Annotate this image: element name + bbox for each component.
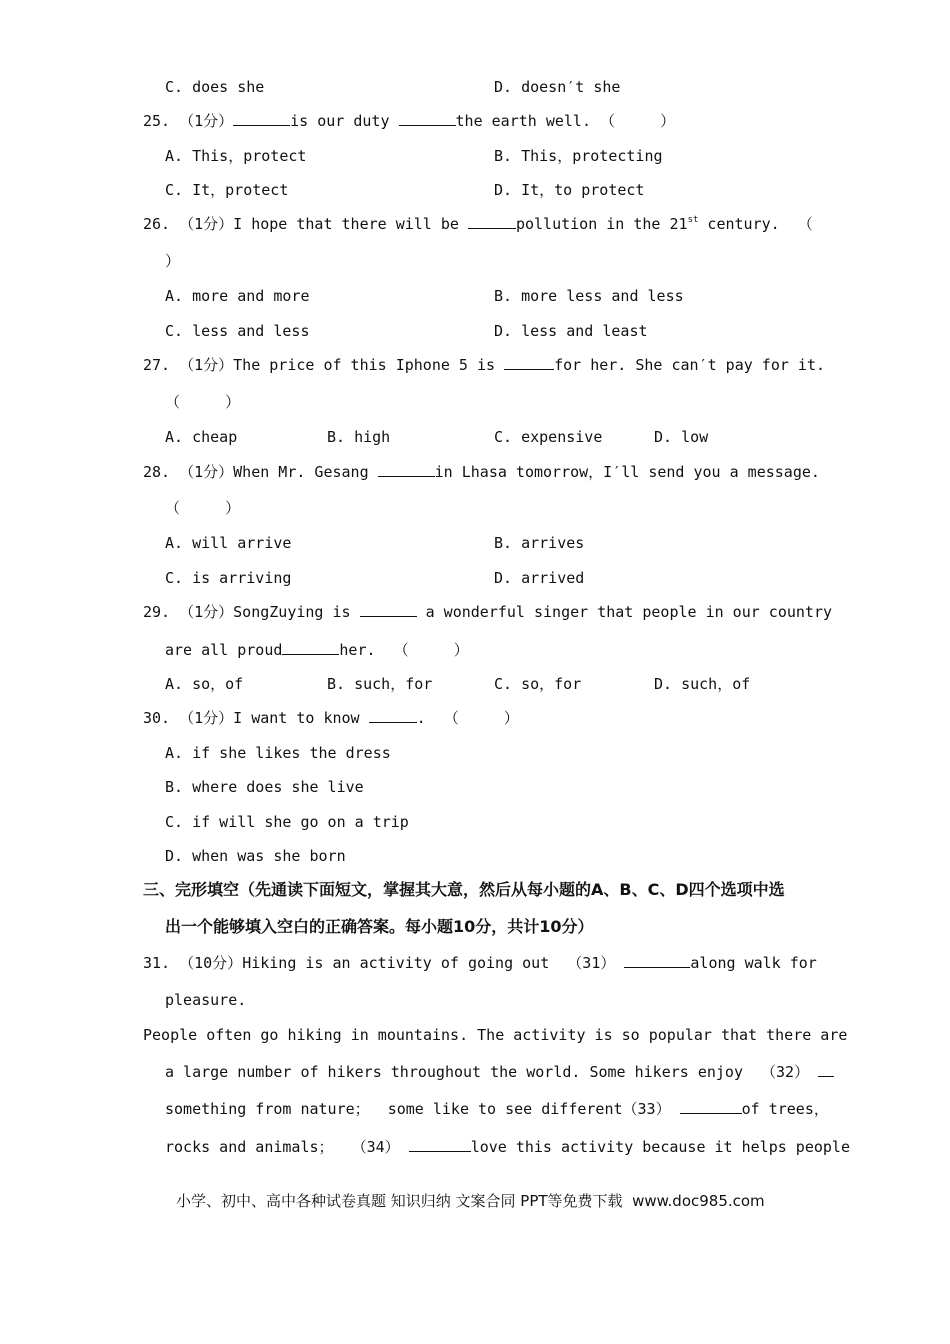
passage-line: pleasure. xyxy=(165,991,247,1009)
score-label: （1分） xyxy=(179,709,234,727)
score-label: （1分） xyxy=(179,603,234,621)
question-30 xyxy=(143,708,519,728)
answer-bracket: （ ） xyxy=(165,499,241,517)
passage-line xyxy=(165,1137,850,1157)
question-text: for her. She can′t pay for it. xyxy=(554,356,826,374)
answer-blank-34 xyxy=(409,1137,471,1152)
question-text: SongZuying is xyxy=(233,603,360,621)
answer-blank xyxy=(378,462,435,477)
score-label: （1分） xyxy=(179,112,234,130)
q25-option-d: D. It，to protect xyxy=(494,181,645,199)
passage-text: along walk for xyxy=(690,954,817,972)
score-label: （10分） xyxy=(179,954,243,972)
answer-blank xyxy=(504,355,554,370)
question-number: 25. xyxy=(143,112,171,130)
passage-text: Hiking is an activity of going out （31） xyxy=(242,954,616,972)
q27-option-a: A. cheap xyxy=(165,428,238,446)
answer-blank-33 xyxy=(680,1099,742,1114)
answer-blank xyxy=(282,640,339,655)
question-28 xyxy=(143,462,820,482)
q30-option-a: A. if she likes the dress xyxy=(165,744,391,762)
page-footer: 小学、初中、高中各种试卷真题 知识归纳 文案合同 PPT等免费下载 www.doc985.com xyxy=(176,1192,765,1210)
q26-option-b: B. more less and less xyxy=(494,287,684,305)
score-label: （1分） xyxy=(179,463,234,481)
answer-blank xyxy=(468,214,516,229)
passage-text: a large number of hikers throughout the world. Some hikers enjoy （32） xyxy=(165,1063,810,1081)
answer-blank-32 xyxy=(818,1062,834,1077)
q27-option-b: B. high xyxy=(327,428,391,446)
q29-option-b: B. such，for xyxy=(327,675,433,693)
section-heading: 三、完形填空（先通读下面短文，掌握其大意，然后从每小题的A、B、C、D四个选项中选 xyxy=(143,880,785,899)
question-text: The price of this Iphone 5 is xyxy=(233,356,505,374)
answer-blank xyxy=(360,602,417,617)
question-number: 31. xyxy=(143,954,171,972)
question-29-line-2 xyxy=(165,640,469,660)
score-label: （1分） xyxy=(179,215,234,233)
q28-option-a: A. will arrive xyxy=(165,534,292,552)
question-text: in Lhasa tomorrow，I′ll send you a message. xyxy=(434,463,820,481)
question-25 xyxy=(143,111,675,131)
passage-line xyxy=(165,1099,829,1119)
answer-blank-31 xyxy=(624,953,690,968)
answer-blank xyxy=(399,111,456,126)
answer-blank xyxy=(369,708,417,723)
q24-option-c: C. does she xyxy=(165,78,265,96)
question-text: I hope that there will be xyxy=(233,215,468,233)
passage-text: something from nature； some like to see different（33） xyxy=(165,1100,671,1118)
q28-option-d: D. arrived xyxy=(494,569,585,587)
question-number: 29. xyxy=(143,603,171,621)
answer-blank xyxy=(233,111,290,126)
score-label: （1分） xyxy=(179,356,234,374)
question-text: a wonderful singer that people in our country xyxy=(416,603,833,621)
q30-option-c: C. if will she go on a trip xyxy=(165,813,409,831)
q30-option-d: D. when was she born xyxy=(165,847,346,865)
q26-option-c: C. less and less xyxy=(165,322,310,340)
question-text: her. （ ） xyxy=(339,641,469,659)
question-31 xyxy=(143,953,817,973)
q26-option-d: D. less and least xyxy=(494,322,648,340)
q28-option-c: C. is arriving xyxy=(165,569,292,587)
question-text: is our duty xyxy=(290,112,399,130)
question-number: 28. xyxy=(143,463,171,481)
question-text: pollution in the 21 xyxy=(515,215,688,233)
q29-option-d: D. such，of xyxy=(654,675,751,693)
question-number: 27. xyxy=(143,356,171,374)
question-text: are all proud xyxy=(165,641,283,659)
question-text: When Mr. Gesang xyxy=(233,463,378,481)
q28-option-b: B. arrives xyxy=(494,534,585,552)
q25-option-b: B. This，protecting xyxy=(494,147,663,165)
question-26 xyxy=(143,214,813,234)
passage-text: love this activity because it helps people xyxy=(470,1138,850,1156)
answer-bracket: （ ） xyxy=(165,393,241,411)
q25-option-c: C. It，protect xyxy=(165,181,289,199)
question-text: the earth well. xyxy=(455,112,591,130)
q30-option-b: B. where does she live xyxy=(165,778,364,796)
q27-option-d: D. low xyxy=(654,428,709,446)
question-text: I want to know xyxy=(233,709,369,727)
answer-bracket-close: ） xyxy=(165,252,181,270)
passage-line: People often go hiking in mountains. The activity is so popular that there are xyxy=(143,1026,848,1044)
question-text: . （ ） xyxy=(416,709,519,727)
q25-option-a: A. This，protect xyxy=(165,147,307,165)
answer-bracket: （ ） xyxy=(600,112,676,130)
passage-text: rocks and animals； （34） xyxy=(165,1138,400,1156)
question-29 xyxy=(143,602,832,622)
question-number: 30. xyxy=(143,709,171,727)
q29-option-a: A. so，of xyxy=(165,675,244,693)
q26-option-a: A. more and more xyxy=(165,287,310,305)
section-heading-line-2: 出一个能够填入空白的正确答案。每小题10分，共计10分） xyxy=(165,917,594,936)
question-number: 26. xyxy=(143,215,171,233)
superscript: st xyxy=(687,215,699,225)
q27-option-c: C. expensive xyxy=(494,428,603,446)
q24-option-d: D. doesn′t she xyxy=(494,78,621,96)
q29-option-c: C. so，for xyxy=(494,675,582,693)
question-27 xyxy=(143,355,825,375)
question-text: century. （ xyxy=(698,215,813,233)
passage-text: of trees， xyxy=(741,1100,829,1118)
passage-line xyxy=(165,1062,834,1082)
